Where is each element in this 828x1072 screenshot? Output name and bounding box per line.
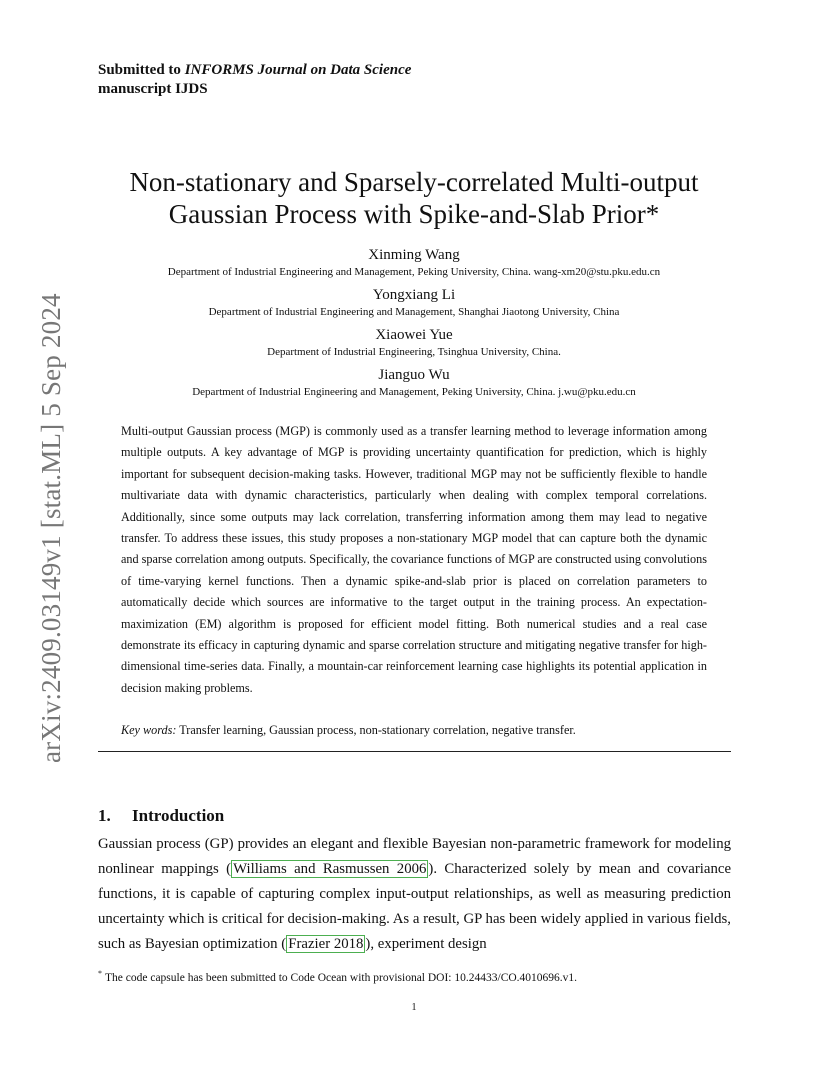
footnote [98, 967, 731, 985]
running-header [98, 61, 411, 99]
author-name: Xiaowei Yue [375, 327, 453, 343]
author-name: Yongxiang Li [372, 287, 456, 303]
author-name: Xinming Wang [368, 247, 460, 263]
abstract-text: Multi-output Gaussian process (MGP) is commonly used as a transfer learning method to leverage information among multiple outputs. A key advantage of MGP is providing uncertainty quantification for prediction, which is highly important for subsequent decision-making tasks. However, traditional MGP may not be sufficiently flexible to handle multivariate data with dynamic characteristics, particularly when dealing with complex temporal correlations. Additionally, since some outputs may lack correlation, transferring information among them may lead to negative transfer. To address these issues, this study proposes a non-stationary MGP model that can capture both the dynamic and sparse correlation among outputs. Specifically, the covariance functions of MGP are constructed using convolutions of time-varying kernel functions. Then a dynamic spike-and-slab prior is placed on correlation parameters to automatically decide which sources are informative to the target output in the training process. An expectation-maximization (EM) algorithm is proposed for efficient model fitting. Both numerical studies and a real case demonstrate its efficacy in capturing dynamic and sparse correlation structure and mitigating negative transfer for high-dimensional time-series data. Finally, a mountain-car reinforcement learning case highlights its potential application in decision making problems. [121, 424, 707, 695]
author-name: Jianguo Wu [378, 367, 450, 383]
title-line-2: Gaussian Process with Spike-and-Slab Prior* [168, 199, 660, 229]
author-affiliation: Department of Industrial Engineering, Tsinghua University, China. [267, 346, 561, 358]
section-number: 1. [98, 806, 111, 825]
footnote-text: The code capsule has been submitted to Code Ocean with provisional DOI: 10.24433/CO.4010696.v1. [105, 971, 578, 984]
footnote-mark: * [98, 969, 102, 978]
separator-rule [98, 751, 731, 752]
author-affiliation: Department of Industrial Engineering and Management, Shanghai Jiaotong University, China [208, 306, 620, 318]
keywords: Key words: Transfer learning, Gaussian process, non-stationary correlation, negative transfer. [121, 723, 576, 737]
keywords-label: Key words [121, 723, 173, 737]
manuscript-id: manuscript IJDS [98, 81, 208, 97]
keywords-text: Transfer learning, Gaussian process, non-stationary correlation, negative transfer. [179, 723, 576, 737]
author-block [98, 246, 730, 406]
author-entry [98, 246, 730, 279]
title-line-1: Non-stationary and Sparsely-correlated Multi-output [129, 167, 699, 197]
author-entry [98, 326, 730, 359]
citation-link[interactable]: Williams and Rasmussen 2006 [233, 860, 427, 877]
section-heading [98, 805, 224, 827]
author-affiliation: Department of Industrial Engineering and Management, Peking University, China. wang-xm20@stu.pku.edu.cn [167, 266, 661, 278]
arxiv-stamp: arXiv:2409.03149v1 [stat.ML] 5 Sep 2024 [36, 293, 66, 763]
author-entry [98, 366, 730, 399]
author-affiliation: Department of Industrial Engineering and Management, Peking University, China. j.wu@pku.edu.cn [192, 386, 636, 398]
paper-title [90, 166, 738, 230]
section-title: Introduction [132, 806, 225, 825]
citation-link[interactable]: Frazier 2018 [288, 935, 364, 952]
page-number: 1 [411, 1002, 417, 1013]
author-entry [98, 286, 730, 319]
journal-name: INFORMS Journal on Data Science [184, 62, 412, 78]
submission-line: Submitted to INFORMS Journal on Data Science [98, 62, 412, 78]
intro-paragraph: Gaussian process (GP) provides an elegant and flexible Bayesian non-parametric framework for modeling nonlinear mappings ( Williams and Rasmussen 2006 ). Characterized solely by mean and covariance functions, it is capable of capturing complex input-output relationships, as well as measuring prediction uncertainty which is critical for decision-making. As a result, GP has been widely applied in various fields, such as Bayesian optimization ( Frazier 2018 ), experiment design [98, 836, 732, 952]
